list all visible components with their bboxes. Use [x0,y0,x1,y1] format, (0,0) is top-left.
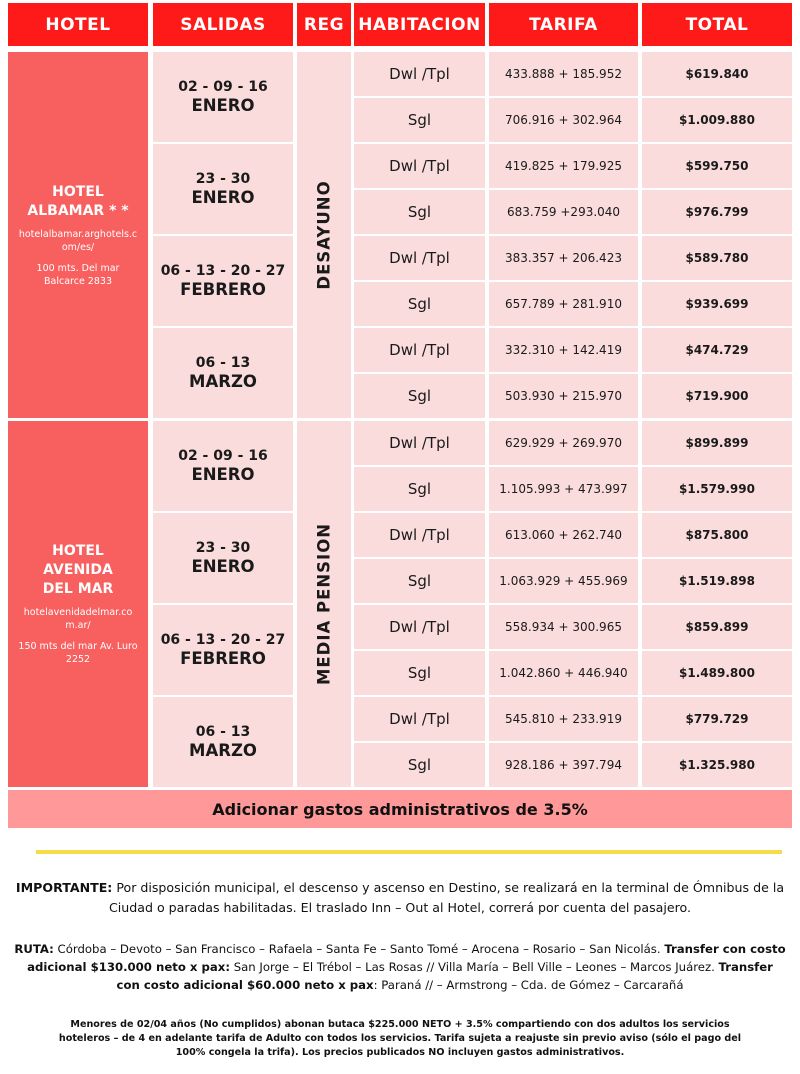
salida-dates: 06 - 13 - 20 - 27 [160,263,286,279]
rate-breakdown: 629.929 + 269.970 [489,421,638,465]
room-type: Dwl /Tpl [354,513,485,557]
transfer2-text: : Paraná // – Armstrong – Cda. de Gómez – Carcarañá [373,978,684,992]
rate-total: $1.519.898 [642,559,792,603]
salida-dates: 23 - 30 [195,171,251,187]
room-type: Sgl [354,467,485,511]
rate-breakdown: 383.357 + 206.423 [489,236,638,280]
room-type: Sgl [354,743,485,787]
regimen-label: MEDIA PENSION [314,522,334,686]
transfer1-label: Transfer con costo adicional $130.000 neto x pax: [27,942,786,974]
hotel-cell [8,421,148,787]
rate-total: $779.729 [642,697,792,741]
salida-cell [153,144,293,234]
importante-text: Por disposición municipal, el descenso y ascenso en Destino, se realizará en la terminal de Ómnibus de la Ciudad o paradas habilitadas. El traslado Inn – Out al Hotel, correrá por cuenta del pasajero. [108,880,785,915]
salida-cell [153,421,293,511]
room-type: Sgl [354,98,485,142]
ruta-label: RUTA: [14,942,54,956]
rate-breakdown: 419.825 + 179.925 [489,144,638,188]
transfer1-text: San Jorge – El Trébol – Las Rosas // Villa María – Bell Ville – Leones – Marcos Juárez. [230,960,719,974]
room-type: Dwl /Tpl [354,605,485,649]
hotel-url: hotelalbamar.arghotels.com/es/ [18,228,138,253]
salida-cell [153,328,293,418]
rate-breakdown: 503.930 + 215.970 [489,374,638,418]
regimen-label: DESAYUNO [314,180,334,290]
salida-month: MARZO [189,741,257,760]
rate-total: $1.579.990 [642,467,792,511]
room-type: Dwl /Tpl [354,52,485,96]
rate-total: $976.799 [642,190,792,234]
rate-total: $899.899 [642,421,792,465]
header-hotel: HOTEL [8,3,148,46]
room-type: Sgl [354,190,485,234]
salida-cell [153,697,293,787]
hotel-cell [8,52,148,418]
salida-cell [153,52,293,142]
rate-breakdown: 1.105.993 + 473.997 [489,467,638,511]
hotel-name-line1: HOTEL [52,183,104,200]
rate-total: $875.800 [642,513,792,557]
room-type: Sgl [354,282,485,326]
regimen-cell [297,52,351,418]
rate-total: $1.325.980 [642,743,792,787]
salida-cell [153,605,293,695]
header-habitacion: HABITACION [354,3,485,46]
salida-dates: 06 - 13 [195,355,251,371]
room-type: Dwl /Tpl [354,328,485,372]
salida-month: MARZO [189,372,257,391]
room-type: Dwl /Tpl [354,144,485,188]
rate-breakdown: 558.934 + 300.965 [489,605,638,649]
regimen-cell [297,421,351,787]
rate-breakdown: 928.186 + 397.794 [489,743,638,787]
header-salidas: SALIDAS [153,3,293,46]
room-type: Dwl /Tpl [354,421,485,465]
salida-month: ENERO [191,557,255,576]
rate-breakdown: 1.042.860 + 446.940 [489,651,638,695]
header-total: TOTAL [642,3,792,46]
rate-total: $599.750 [642,144,792,188]
salida-cell [153,513,293,603]
hotel-address: 100 mts. Del mar Balcarce 2833 [36,262,120,287]
importante-note [14,878,786,918]
salida-dates: 02 - 09 - 16 [178,79,268,95]
hotel-name-line2: ALBAMAR * * [27,202,129,219]
rate-breakdown: 706.916 + 302.964 [489,98,638,142]
rate-total: $1.489.800 [642,651,792,695]
ruta-text: Córdoba – Devoto – San Francisco – Rafaela – Santa Fe – Santo Tomé – Arocena – Rosario – San Nicolás. [53,942,661,956]
salida-month: ENERO [191,96,255,115]
rate-breakdown: 1.063.929 + 455.969 [489,559,638,603]
salida-month: ENERO [191,465,255,484]
rate-breakdown: 433.888 + 185.952 [489,52,638,96]
room-type: Sgl [354,374,485,418]
salida-dates: 06 - 13 [195,724,251,740]
rate-breakdown: 545.810 + 233.919 [489,697,638,741]
menores-note: Menores de 02/04 años (No cumplidos) abonan butaca $225.000 NETO + 3.5% compartiendo con dos adultos los servicios hoteleros – de 4 en adelante tarifa de Adulto con todos los servicios. Tarifa sujeta a reajuste sin previo aviso (sólo el pago del 100% congela la trifa). Los precios publicados NO incluyen gastos administrativos. [58,1019,742,1058]
salida-cell [153,236,293,326]
hotel-url: hotelavenidadelmar.com.ar/ [23,607,133,631]
header-reg: REG [297,3,351,46]
hotel-name-line1: HOTEL AVENIDA [43,543,113,578]
salida-month: FEBRERO [180,280,266,299]
hotel-address: 150 mts del mar Av. Luro 2252 [18,641,138,665]
rate-total: $474.729 [642,328,792,372]
ruta-note [14,940,786,994]
rate-breakdown: 332.310 + 142.419 [489,328,638,372]
header-tarifa: TARIFA [489,3,638,46]
hotel-name-line2: DEL MAR [42,581,114,597]
rate-total: $589.780 [642,236,792,280]
yellow-divider [36,850,782,854]
rate-breakdown: 683.759 +293.040 [489,190,638,234]
room-type: Dwl /Tpl [354,236,485,280]
rate-total: $1.009.880 [642,98,792,142]
room-type: Dwl /Tpl [354,697,485,741]
transfer2-label: Transfer con costo adicional $60.000 neto x pax [116,960,773,992]
room-type: Sgl [354,559,485,603]
salida-dates: 02 - 09 - 16 [178,448,268,464]
rate-total: $939.699 [642,282,792,326]
rate-total: $619.840 [642,52,792,96]
rate-breakdown: 657.789 + 281.910 [489,282,638,326]
importante-label: IMPORTANTE: [15,880,113,895]
rate-total: $859.899 [642,605,792,649]
salida-month: FEBRERO [180,649,266,668]
rate-total: $719.900 [642,374,792,418]
salida-dates: 06 - 13 - 20 - 27 [160,632,286,648]
salida-month: ENERO [191,188,255,207]
rate-breakdown: 613.060 + 262.740 [489,513,638,557]
room-type: Sgl [354,651,485,695]
admin-fee-banner: Adicionar gastos administrativos de 3.5% [8,790,792,828]
salida-dates: 23 - 30 [195,540,251,556]
